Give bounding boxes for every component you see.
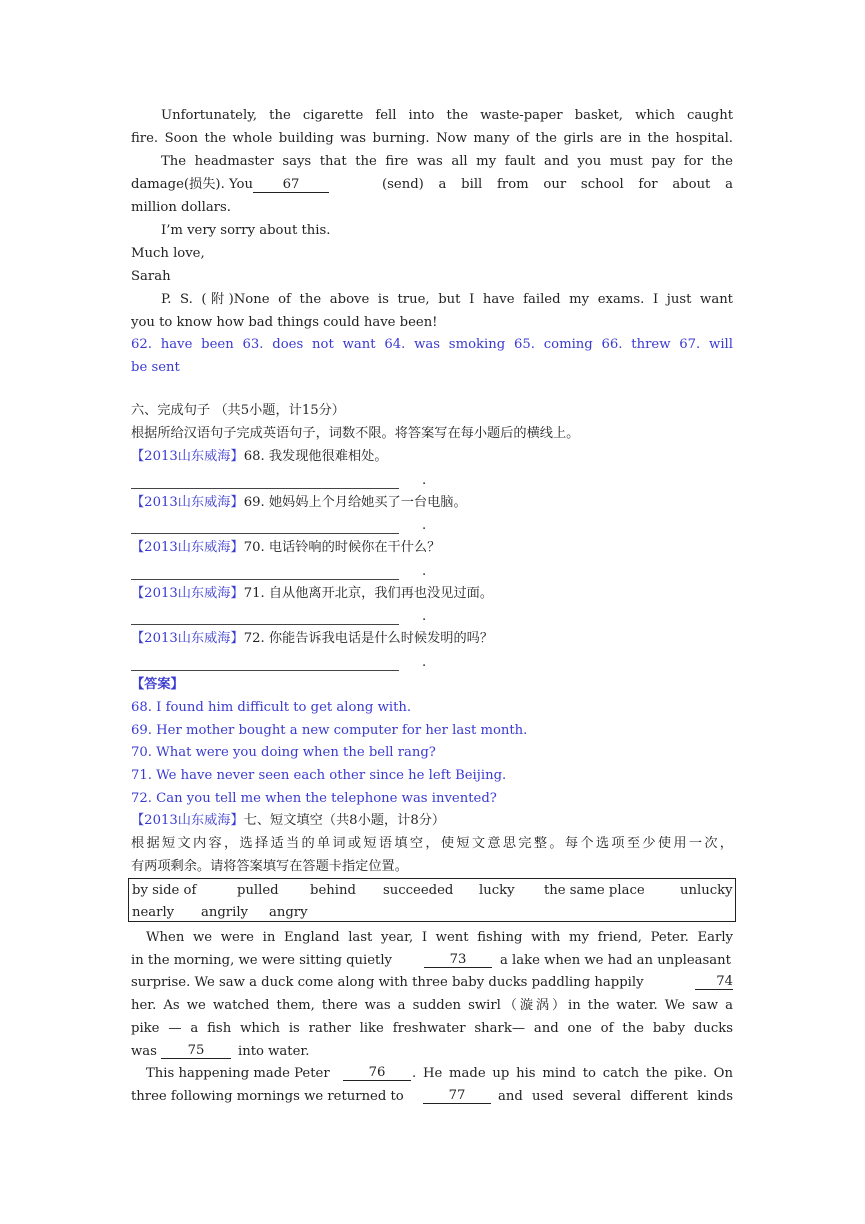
letter-apology: I’m very sorry about this. (161, 223, 331, 238)
letter-closing: Much love, (131, 246, 205, 261)
blank-76: 76 (343, 1066, 411, 1081)
section-7-heading (131, 813, 445, 829)
answer-line-68 (131, 488, 399, 489)
question-text: 69. 她妈妈上个月给她买了一台电脑。 (243, 495, 467, 510)
answer-70: 70. What were you doing when the bell rang? (131, 745, 436, 760)
question-71 (131, 586, 493, 602)
section-7-instruction-line-1: 根据短文内容，选择适当的单词或短语填空，使短文意思完整。每个选项至少使用一次， (131, 836, 733, 851)
word-option: behind (310, 883, 356, 898)
passage-text: in the morning, we were sitting quietly (131, 953, 393, 968)
answers-62-67-line-1: 62. have been 63. does not want 64. was smoking 65. coming 66. threw 67. will (131, 337, 733, 352)
period: . (422, 609, 427, 624)
passage-text: a lake when we had an unpleasant (500, 953, 731, 968)
word-option: by side of (132, 883, 197, 898)
passage-text: was (131, 1044, 157, 1059)
period: . (422, 473, 427, 488)
passage-line-3 (131, 975, 733, 991)
question-68 (131, 449, 388, 465)
answers-62-67-line-2: be sent (131, 360, 180, 375)
answer-71: 71. We have never seen each other since he left Beijing. (131, 768, 507, 783)
answer-68: 68. I found him difficult to get along with. (131, 700, 412, 715)
source-tag: 【2013山东威海】 (131, 586, 244, 601)
word-option: unlucky (680, 883, 733, 898)
answer-line-72 (131, 670, 399, 671)
word-option: pulled (237, 883, 279, 898)
blank-75: 75 (161, 1044, 231, 1059)
word-option: nearly (132, 905, 175, 920)
passage-text: surprise. We saw a duck come along with three baby ducks paddling happily (131, 975, 644, 990)
period: . (422, 564, 427, 579)
letter-paragraph-2-line-1: The headmaster says that the fire was all my fault and you must pay for the (161, 154, 733, 169)
word-option: the same place (544, 883, 645, 898)
question-text: 72. 你能告诉我电话是什么时候发明的吗？ (243, 631, 494, 646)
question-text: 71. 自从他离开北京，我们再也没见过面。 (243, 586, 494, 601)
blank-67: 67 (253, 178, 329, 193)
period: . (422, 655, 427, 670)
passage-text: three following mornings we returned to (131, 1089, 404, 1104)
word-bank-box (128, 878, 736, 922)
letter-paragraph-1-line-1: Unfortunately, the cigarette fell into the waste-paper basket, which caught (161, 108, 733, 123)
source-tag: 【2013山东威海】 (131, 813, 244, 828)
section-6-heading: 六、完成句子 （共5小题，计15分） (131, 403, 345, 418)
word-option: succeeded (383, 883, 454, 898)
answer-line-71 (131, 624, 399, 625)
source-tag: 【2013山东威海】 (131, 540, 244, 555)
passage-line-1: When we were in England last year, I went fishing with my friend, Peter. Early (146, 930, 733, 945)
passage-line-8 (131, 1089, 733, 1105)
passage-text: and used several different kinds (498, 1089, 733, 1104)
question-70 (131, 540, 440, 556)
answer-heading: 【答案】 (131, 677, 184, 692)
passage-text: This happening made Peter (146, 1066, 330, 1081)
postscript-line-1: P. S. (附)None of the above is true, but I have failed my exams. I just want (161, 292, 733, 307)
section-6-instruction: 根据所给汉语句子完成英语句子，词数不限。将答案写在每小题后的横线上。 (131, 426, 580, 441)
passage-line-6 (131, 1043, 310, 1060)
source-tag: 【2013山东威海】 (131, 631, 244, 646)
question-text: 68. 我发现他很难相处。 (243, 449, 388, 464)
blank-77: 77 (423, 1089, 491, 1104)
word-bank-row-1 (132, 883, 732, 899)
postscript-line-2: you to know how bad things could have been! (131, 315, 438, 330)
source-tag: 【2013山东威海】 (131, 495, 244, 510)
letter-paragraph-2-line-2 (131, 177, 733, 193)
section-7-instruction-line-2: 有两项剩余。请将答案填写在答题卡指定位置。 (131, 859, 408, 874)
question-text: 70. 电话铃响的时候你在干什么？ (243, 540, 441, 555)
answer-69: 69. Her mother bought a new computer for her last month. (131, 723, 528, 738)
word-bank-row-2 (132, 905, 732, 921)
letter-paragraph-1-line-2: fire. Soon the whole building was burning. Now many of the girls are in the hospital. (131, 131, 733, 146)
letter-text: damage(损失). You (131, 177, 253, 192)
blank-74: 74 (695, 975, 733, 990)
letter-text: (send) a bill from our school for about a (382, 177, 733, 192)
section-7-title: 七、短文填空（共8小题，计8分） (243, 813, 446, 828)
question-72 (131, 631, 493, 647)
answer-line-70 (131, 579, 399, 580)
answer-72: 72. Can you tell me when the telephone was invented? (131, 791, 497, 806)
answer-line-69 (131, 533, 399, 534)
blank-73: 73 (424, 953, 492, 968)
word-option: lucky (479, 883, 515, 898)
word-option: angry (269, 905, 308, 920)
letter-paragraph-2-line-3: million dollars. (131, 200, 231, 215)
passage-line-2 (131, 953, 733, 969)
passage-text: into water. (238, 1044, 310, 1059)
letter-signature: Sarah (131, 269, 171, 284)
passage-line-5: pike — a fish which is rather like freshwater shark— and one of the baby ducks (131, 1021, 733, 1036)
source-tag: 【2013山东威海】 (131, 449, 244, 464)
word-option: angrily (201, 905, 248, 920)
question-69 (131, 495, 467, 511)
passage-text: . He made up his mind to catch the pike. On (412, 1066, 733, 1081)
passage-line-4: her. As we watched them, there was a sudden swirl（漩涡）in the water. We saw a (131, 998, 733, 1013)
period: . (422, 518, 427, 533)
